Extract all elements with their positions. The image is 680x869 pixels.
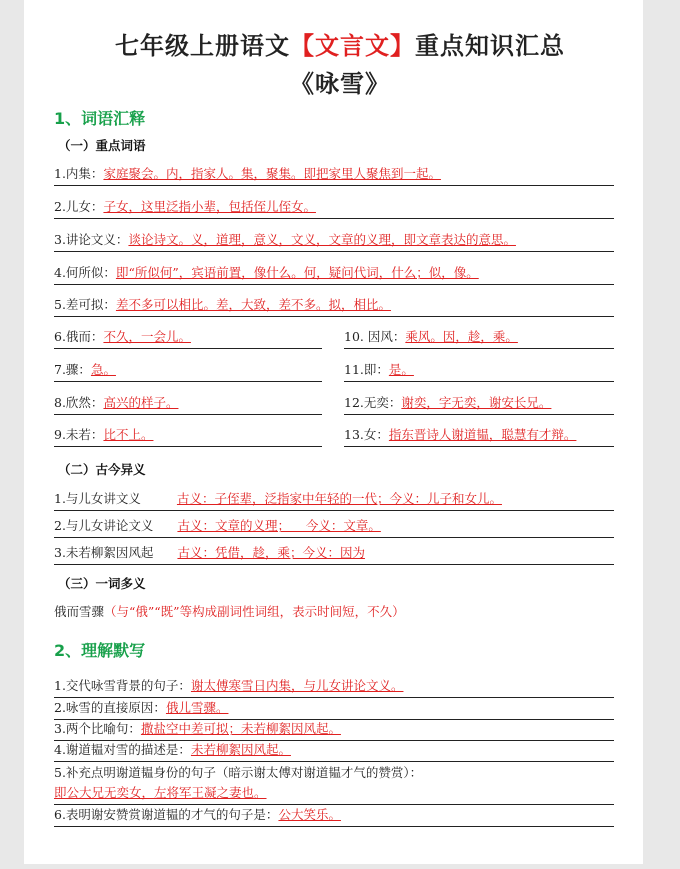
vocab-label: 2.儿女： [54, 199, 104, 214]
vocab-label: 10. 因风： [344, 329, 406, 344]
recall-answer: 公大笑乐。 [278, 807, 341, 822]
vocab-answer: 即“所似何”，宾语前置，像什么。何，疑问代词，什么；似，像。 [115, 265, 479, 280]
vocab-line [344, 361, 614, 382]
vocab-line [54, 361, 322, 382]
vocab-line [54, 165, 614, 186]
gujin-label: 3.未若柳絮因风起 [54, 545, 154, 560]
title-part1: 七年级上册语文 [115, 32, 290, 60]
vocab-line [54, 296, 614, 317]
vocab-answer: 谢奕，字无奕，谢安长兄。 [401, 395, 552, 410]
vocab-answer: 乘风。因，趁，乘。 [405, 329, 518, 344]
vocab-line [54, 328, 322, 349]
recall-answer: 撒盐空中差可拟；未若柳絮因风起。 [140, 721, 341, 736]
vocab-answer: 比不上。 [103, 427, 154, 442]
title-part2: 重点知识汇总 [415, 32, 565, 60]
vocab-label: 11.即： [344, 362, 389, 377]
recall-answer: 俄儿雪骤。 [165, 700, 229, 715]
vocab-answer: 家庭聚会。内，指家人。集，聚集。即把家里人聚焦到一起。 [103, 166, 441, 181]
vocab-line [54, 264, 614, 285]
document-subtitle: 《咏雪》 [290, 70, 390, 98]
vocab-line [54, 394, 322, 415]
vocab-label: 13.女： [344, 427, 389, 442]
gujin-line [54, 544, 614, 565]
vocab-answer: 是。 [388, 362, 414, 377]
sub3-heading: （三）一词多义 [58, 576, 146, 591]
vocab-label: 5.差可拟： [54, 297, 116, 312]
gujin-label: 1.与儿女讲文义 [54, 491, 141, 506]
vocab-line [54, 426, 322, 447]
vocab-line [54, 231, 614, 252]
sub1-heading: （一）重点词语 [58, 138, 146, 153]
vocab-answer: 差不多可以相比。差，大致，差不多。拟，相比。 [115, 297, 391, 312]
gujin-line [54, 517, 614, 538]
duoyi-label: 俄而雪骤 [54, 604, 105, 619]
vocab-answer: 子女，这里泛指小辈，包括侄儿侄女。 [103, 199, 316, 214]
gujin-answer: 古义：子侄辈，泛指家中年轻的一代；今义：儿子和女儿。 [176, 491, 502, 506]
vocab-answer: 急。 [90, 362, 116, 377]
sub2-heading: （二）古今异义 [58, 462, 146, 477]
recall-item5-label: 5.补充点明谢道韫身份的句子（暗示谢太傅对谢道韫才气的赞赏）： [54, 765, 423, 780]
recall-answer: 未若柳絮因风起。 [190, 742, 291, 757]
recall-label: 2.咏雪的直接原因： [54, 700, 166, 715]
vocab-label: 4.何所似： [54, 265, 116, 280]
recall-line [54, 677, 614, 698]
recall-line [54, 806, 614, 827]
duoyi-line [54, 603, 405, 621]
title-highlight: 【文言文】 [290, 32, 415, 60]
vocab-line [344, 426, 614, 447]
recall-line [54, 699, 614, 720]
gujin-label: 2.与儿女讲论文义 [54, 518, 154, 533]
recall-label: 4.谢道韫对雪的描述是： [54, 742, 191, 757]
vocab-line [54, 198, 614, 219]
vocab-label: 6.俄而： [54, 329, 104, 344]
vocab-line [344, 394, 614, 415]
section1-heading: 1、词语汇释 [54, 109, 146, 128]
recall-label: 3.两个比喻句： [54, 721, 141, 736]
recall-line [54, 741, 614, 762]
vocab-answer: 指东晋诗人谢道韫，聪慧有才辩。 [388, 427, 577, 442]
vocab-label: 1.内集： [54, 166, 104, 181]
document-title [0, 26, 680, 61]
gujin-line [54, 490, 614, 511]
vocab-answer: 谈论诗文。义，道理，意义，文义，文章的义理，即文章表达的意思。 [128, 232, 516, 247]
recall-label: 6.表明谢安赞赏谢道韫的才气的句子是： [54, 807, 279, 822]
section2-heading: 2、理解默写 [54, 641, 146, 660]
vocab-answer: 高兴的样子。 [103, 395, 179, 410]
recall-item5-answer: 即公大兄无奕女，左将军王凝之妻也。 [54, 784, 614, 805]
vocab-label: 3.讲论文义： [54, 232, 129, 247]
recall-label: 1.交代咏雪背景的句子： [54, 678, 191, 693]
recall-answer: 谢太傅寒雪日内集，与儿女讲论文义。 [190, 678, 404, 693]
recall-line [54, 720, 614, 741]
vocab-label: 8.欣然： [54, 395, 104, 410]
vocab-line [344, 328, 614, 349]
gujin-answer: 古义：凭借，趁，乘；今义：因为 [177, 545, 365, 560]
vocab-label: 7.骤： [54, 362, 91, 377]
vocab-answer: 不久，一会儿。 [103, 329, 191, 344]
gujin-answer: 古义：文章的义理； 今义：文章。 [177, 518, 381, 533]
duoyi-answer: （与“俄”“既”等构成副词性词组，表示时间短，不久） [104, 604, 405, 619]
vocab-label: 9.未若： [54, 427, 104, 442]
vocab-label: 12.无奕： [344, 395, 402, 410]
